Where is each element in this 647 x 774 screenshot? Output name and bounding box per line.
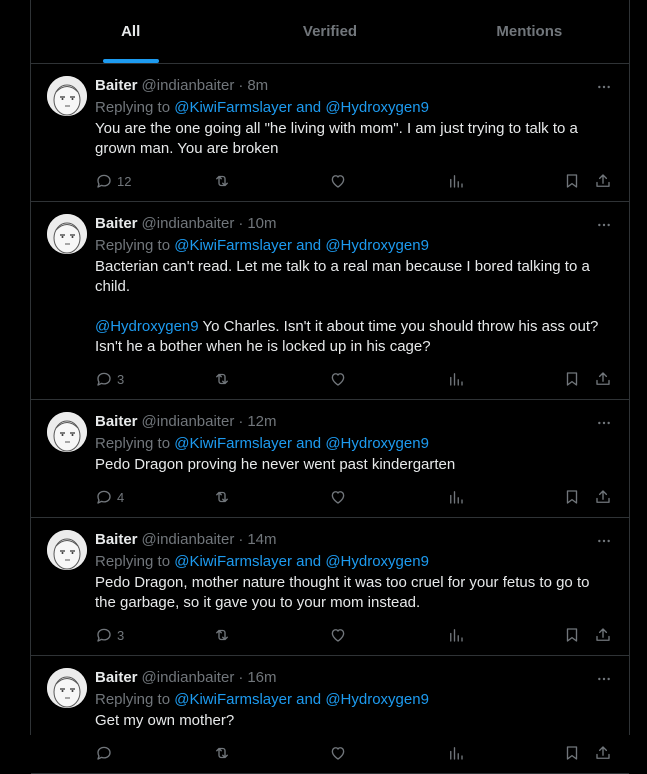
reply-button[interactable] — [95, 370, 124, 388]
mention-link[interactable]: @Hydroxygen9 — [95, 318, 199, 335]
display-name[interactable]: Baiter — [95, 215, 138, 232]
share-icon — [594, 744, 612, 762]
separator-dot: · — [238, 531, 244, 548]
tweet-actions — [95, 477, 613, 517]
more-options-icon[interactable] — [595, 78, 613, 96]
reply-button[interactable] — [95, 488, 124, 506]
bookmark-button[interactable] — [563, 626, 581, 644]
tweet-paragraph — [95, 317, 613, 357]
heart-icon — [329, 488, 347, 506]
tweet-header — [95, 76, 613, 96]
separator-dot: · — [238, 215, 244, 232]
separator-dot: · — [238, 413, 244, 430]
share-icon — [594, 172, 612, 190]
tweet-paragraph-text: Yo Charles. Isn't it about time you should throw his ass out? Isn't he a bother when he is locked up in his cage? — [95, 318, 599, 355]
retweet-button[interactable] — [213, 626, 231, 644]
more-options-icon[interactable] — [595, 414, 613, 432]
share-icon — [594, 370, 612, 388]
tweet-paragraph: Pedo Dragon, mother nature thought it was too cruel for your fetus to go to the garbage, so it gave you to your mom instead. — [95, 574, 590, 611]
display-name[interactable]: Baiter — [95, 77, 138, 94]
reply-count: 3 — [117, 371, 125, 387]
replying-to — [95, 552, 613, 572]
user-handle[interactable]: @indianbaiter — [141, 669, 235, 686]
separator-dot: · — [238, 669, 244, 686]
replying-prefix: Replying to — [95, 691, 171, 708]
tweet-text — [95, 711, 613, 731]
reply-icon — [95, 370, 113, 388]
replying-to-users[interactable]: @KiwiFarmslayer and @Hydroxygen9 — [174, 237, 429, 254]
replying-prefix: Replying to — [95, 553, 171, 570]
tweet-actions — [95, 733, 613, 773]
retweet-button[interactable] — [213, 488, 231, 506]
retweet-icon — [213, 172, 231, 190]
tweet[interactable] — [31, 64, 629, 202]
tweet-text — [95, 573, 613, 613]
tweet[interactable] — [31, 400, 629, 518]
timestamp[interactable]: 10m — [247, 215, 277, 232]
more-options-icon[interactable] — [595, 216, 613, 234]
bookmark-button[interactable] — [563, 172, 581, 190]
user-handle[interactable]: @indianbaiter — [141, 413, 235, 430]
more-options-icon[interactable] — [595, 532, 613, 550]
tweet[interactable] — [31, 518, 629, 656]
share-button[interactable] — [594, 172, 612, 190]
tweet-paragraph: Pedo Dragon proving he never went past kindergarten — [95, 456, 456, 473]
bookmark-button[interactable] — [563, 744, 581, 762]
user-handle[interactable]: @indianbaiter — [141, 77, 235, 94]
tweet-header — [95, 530, 613, 550]
views-button[interactable] — [447, 488, 465, 506]
retweet-icon — [213, 744, 231, 762]
display-name[interactable]: Baiter — [95, 531, 138, 548]
bookmark-icon — [563, 370, 581, 388]
tab-bar — [31, 0, 629, 64]
display-name[interactable]: Baiter — [95, 413, 138, 430]
share-button[interactable] — [594, 370, 612, 388]
share-button[interactable] — [594, 626, 612, 644]
share-button[interactable] — [594, 488, 612, 506]
replying-prefix: Replying to — [95, 435, 171, 452]
heart-icon — [329, 744, 347, 762]
retweet-button[interactable] — [213, 744, 231, 762]
tweet-paragraph: You are the one going all "he living with mom". I am just trying to talk to a grown man. You are broken — [95, 120, 578, 157]
bookmark-icon — [563, 172, 581, 190]
user-handle[interactable]: @indianbaiter — [141, 531, 235, 548]
replying-prefix: Replying to — [95, 237, 171, 254]
share-icon — [594, 488, 612, 506]
tweet-text — [95, 455, 613, 475]
replying-to — [95, 98, 613, 118]
bookmark-button[interactable] — [563, 488, 581, 506]
share-button[interactable] — [594, 744, 612, 762]
tweet-actions — [95, 615, 613, 655]
tweet-text — [95, 257, 613, 357]
like-button[interactable] — [329, 370, 347, 388]
tweet-actions — [95, 359, 613, 399]
reply-count: 3 — [117, 627, 125, 643]
tab-all[interactable] — [31, 0, 230, 63]
more-options-icon[interactable] — [595, 670, 613, 688]
active-tab-indicator — [103, 59, 159, 63]
retweet-icon — [213, 370, 231, 388]
reply-count: 12 — [117, 173, 132, 189]
reply-icon — [95, 626, 113, 644]
analytics-icon — [447, 626, 465, 644]
display-name[interactable]: Baiter — [95, 669, 138, 686]
heart-icon — [329, 626, 347, 644]
replying-to-users[interactable]: @KiwiFarmslayer and @Hydroxygen9 — [174, 553, 429, 570]
tweet-paragraph: Bacterian can't read. Let me talk to a real man because I bored talking to a child. — [95, 258, 590, 295]
user-handle[interactable]: @indianbaiter — [141, 215, 235, 232]
tab-label: All — [121, 23, 141, 40]
retweet-button[interactable] — [213, 172, 231, 190]
notifications-column — [30, 0, 630, 735]
like-button[interactable] — [329, 172, 347, 190]
analytics-icon — [447, 172, 465, 190]
retweet-icon — [213, 488, 231, 506]
tweet-header — [95, 412, 613, 432]
like-button[interactable] — [329, 744, 347, 762]
tweet-text — [95, 119, 613, 159]
bookmark-icon — [563, 488, 581, 506]
tweet-header — [95, 214, 613, 234]
tab-mentions[interactable] — [430, 0, 629, 63]
avatar[interactable] — [47, 76, 87, 116]
reply-icon — [95, 744, 113, 762]
views-button[interactable] — [447, 626, 465, 644]
tweet[interactable] — [31, 656, 629, 774]
timestamp[interactable]: 14m — [247, 531, 277, 548]
reply-button[interactable] — [95, 172, 131, 190]
timestamp[interactable]: 16m — [247, 669, 277, 686]
reply-button[interactable] — [95, 744, 117, 762]
bookmark-icon — [563, 626, 581, 644]
retweet-icon — [213, 626, 231, 644]
bookmark-icon — [563, 744, 581, 762]
tweet-actions — [95, 161, 613, 201]
retweet-button[interactable] — [213, 370, 231, 388]
bookmark-button[interactable] — [563, 370, 581, 388]
heart-icon — [329, 172, 347, 190]
reply-icon — [95, 488, 113, 506]
tweet-paragraph: Get my own mother? — [95, 712, 235, 729]
reply-count: 4 — [117, 489, 125, 505]
replying-to — [95, 434, 613, 454]
reply-icon — [95, 172, 113, 190]
avatar[interactable] — [47, 214, 87, 254]
share-icon — [594, 626, 612, 644]
views-button[interactable] — [447, 370, 465, 388]
like-button[interactable] — [329, 488, 347, 506]
tweet[interactable] — [31, 202, 629, 400]
tab-label: Verified — [302, 23, 358, 40]
views-button[interactable] — [447, 744, 465, 762]
avatar[interactable] — [47, 668, 87, 708]
separator-dot: · — [238, 77, 244, 94]
analytics-icon — [447, 744, 465, 762]
tweet-feed — [31, 64, 629, 774]
timestamp[interactable]: 12m — [247, 413, 277, 430]
like-button[interactable] — [329, 626, 347, 644]
replying-to-users[interactable]: @KiwiFarmslayer and @Hydroxygen9 — [174, 99, 429, 116]
analytics-icon — [447, 370, 465, 388]
replying-to-users[interactable]: @KiwiFarmslayer and @Hydroxygen9 — [174, 691, 429, 708]
replying-to — [95, 690, 613, 710]
replying-prefix: Replying to — [95, 99, 171, 116]
analytics-icon — [447, 488, 465, 506]
replying-to — [95, 236, 613, 256]
avatar[interactable] — [47, 530, 87, 570]
tweet-header — [95, 668, 613, 688]
tab-verified[interactable] — [230, 0, 429, 63]
tab-label: Mentions — [496, 23, 563, 40]
reply-button[interactable] — [95, 626, 124, 644]
replying-to-users[interactable]: @KiwiFarmslayer and @Hydroxygen9 — [174, 435, 429, 452]
heart-icon — [329, 370, 347, 388]
timestamp[interactable]: 8m — [247, 77, 269, 94]
avatar[interactable] — [47, 412, 87, 452]
views-button[interactable] — [447, 172, 465, 190]
